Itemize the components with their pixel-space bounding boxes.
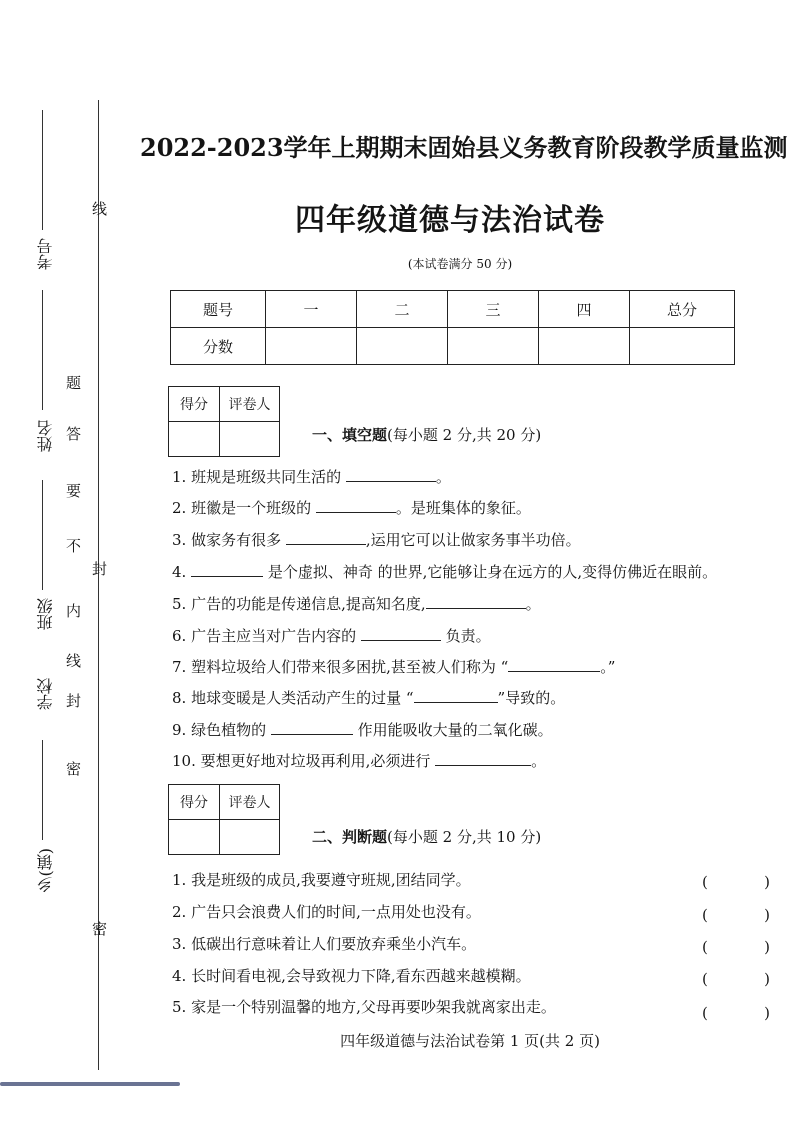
answer-blank[interactable] xyxy=(191,562,263,577)
score-cell-2: 二 xyxy=(357,291,448,328)
section2-title: 二、判断题 xyxy=(312,828,388,846)
exam-number-label: 考号 xyxy=(36,238,55,270)
warning-char-4: 内 xyxy=(66,602,82,620)
score-table xyxy=(170,290,735,365)
score-cell-label: 题号 xyxy=(171,291,266,328)
answer-blank[interactable] xyxy=(286,530,366,545)
fill-question-8: 8. 地球变暖是人类活动产生的过量 “ ”导致的。 xyxy=(172,689,566,707)
grader-box-section2 xyxy=(168,784,280,855)
answer-parentheses-1[interactable]: ( ) xyxy=(702,873,770,891)
section1-title: 一、填空题 xyxy=(312,426,388,444)
answer-parentheses-5[interactable]: ( ) xyxy=(702,1004,770,1022)
section1-points: (每小题 2 分,共 20 分) xyxy=(387,426,542,444)
answer-blank[interactable] xyxy=(346,467,436,482)
score-row-label: 分数 xyxy=(171,328,266,365)
school-label: 学校 xyxy=(36,678,55,710)
score-entry-4[interactable] xyxy=(539,328,630,365)
score-table-score-row xyxy=(171,328,735,365)
grader-name-entry[interactable] xyxy=(220,422,280,457)
warning-char-5: 不 xyxy=(66,537,82,555)
name-label: 姓名 xyxy=(36,420,55,452)
school-line xyxy=(42,480,43,590)
grader-name-entry[interactable] xyxy=(220,820,280,855)
margin-xian: 线 xyxy=(92,200,108,218)
margin-mi: 密 xyxy=(92,920,108,938)
warning-char-6: 要 xyxy=(66,482,82,500)
name-line xyxy=(42,290,43,410)
judge-question-3: 3. 低碳出行意味着让人们要放弃乘坐小汽车。 xyxy=(172,935,477,953)
score-cell-3: 三 xyxy=(448,291,539,328)
grader-score-entry[interactable] xyxy=(169,422,220,457)
fill-question-5: 5. 广告的功能是传递信息,提高知名度, 。 xyxy=(172,595,541,613)
fill-question-9: 9. 绿色植物的 作用能吸收大量的二氧化碳。 xyxy=(172,721,553,739)
answer-blank[interactable] xyxy=(316,498,396,513)
score-cell-1: 一 xyxy=(266,291,357,328)
full-score-note: (本试卷满分 50 分) xyxy=(407,257,513,271)
grader-score-label: 得分 xyxy=(169,387,220,422)
score-entry-total[interactable] xyxy=(630,328,735,365)
answer-parentheses-3[interactable]: ( ) xyxy=(702,938,770,956)
grader-score-entry[interactable] xyxy=(169,820,220,855)
fill-question-2: 2. 班徽是一个班级的 。是班集体的象征。 xyxy=(172,499,531,517)
fill-question-4: 4. 是个虚拟、神奇 的世界,它能够让身在远方的人,变得仿佛近在眼前。 xyxy=(172,563,718,581)
fill-question-1: 1. 班规是班级共同生活的 。 xyxy=(172,468,451,486)
judge-question-2: 2. 广告只会浪费人们的时间,一点用处也没有。 xyxy=(172,903,481,921)
score-entry-2[interactable] xyxy=(357,328,448,365)
fill-question-10: 10. 要想更好地对垃圾再利用,必须进行 。 xyxy=(172,752,547,770)
score-table-header-row xyxy=(171,291,735,328)
margin-feng: 封 xyxy=(92,560,108,578)
page-footer: 四年级道德与法治试卷第 1 页(共 2 页) xyxy=(340,1032,600,1050)
score-entry-3[interactable] xyxy=(448,328,539,365)
township-label: 乡(镇) xyxy=(36,848,55,893)
warning-char-7: 答 xyxy=(66,425,82,443)
answer-parentheses-2[interactable]: ( ) xyxy=(702,906,770,924)
answer-blank[interactable] xyxy=(271,720,353,735)
score-cell-total: 总分 xyxy=(630,291,735,328)
section1-heading xyxy=(312,424,541,445)
warning-char-8: 题 xyxy=(66,374,82,392)
class-label: 班级 xyxy=(36,598,55,630)
answer-parentheses-4[interactable]: ( ) xyxy=(702,970,770,988)
fill-question-6: 6. 广告主应当对广告内容的 负责。 xyxy=(172,627,491,645)
judge-question-4: 4. 长时间看电视,会导致视力下降,看东西越来越模糊。 xyxy=(172,967,531,985)
score-cell-4: 四 xyxy=(539,291,630,328)
grader-name-label: 评卷人 xyxy=(220,387,280,422)
warning-char-2: 封 xyxy=(66,692,82,710)
answer-blank[interactable] xyxy=(414,688,498,703)
section2-heading xyxy=(312,826,541,847)
judge-question-5: 5. 家是一个特别温馨的地方,父母再要吵架我就离家出走。 xyxy=(172,998,556,1016)
answer-blank[interactable] xyxy=(508,657,600,672)
answer-blank[interactable] xyxy=(426,594,526,609)
warning-char-1: 密 xyxy=(66,760,82,778)
exam-number-line xyxy=(42,110,43,230)
grader-score-label: 得分 xyxy=(169,785,220,820)
judge-question-1: 1. 我是班级的成员,我要遵守班规,团结同学。 xyxy=(172,871,471,889)
exam-subtitle: 四年级道德与法治试卷 xyxy=(295,203,605,238)
score-entry-1[interactable] xyxy=(266,328,357,365)
grader-name-label: 评卷人 xyxy=(220,785,280,820)
warning-char-3: 线 xyxy=(66,652,82,670)
scan-edge-mark xyxy=(0,1082,180,1086)
fill-question-3: 3. 做家务有很多 ,运用它可以让做家务事半功倍。 xyxy=(172,531,581,549)
section2-points: (每小题 2 分,共 10 分) xyxy=(387,828,542,846)
exam-title: 2022-2023学年上期期末固始县义务教育阶段教学质量监测 xyxy=(140,133,788,162)
fill-question-7: 7. 塑料垃圾给人们带来很多困扰,甚至被人们称为 “ 。” xyxy=(172,658,616,676)
answer-blank[interactable] xyxy=(361,626,441,641)
township-line xyxy=(42,740,43,840)
grader-box-section1 xyxy=(168,386,280,457)
answer-blank[interactable] xyxy=(435,751,531,766)
